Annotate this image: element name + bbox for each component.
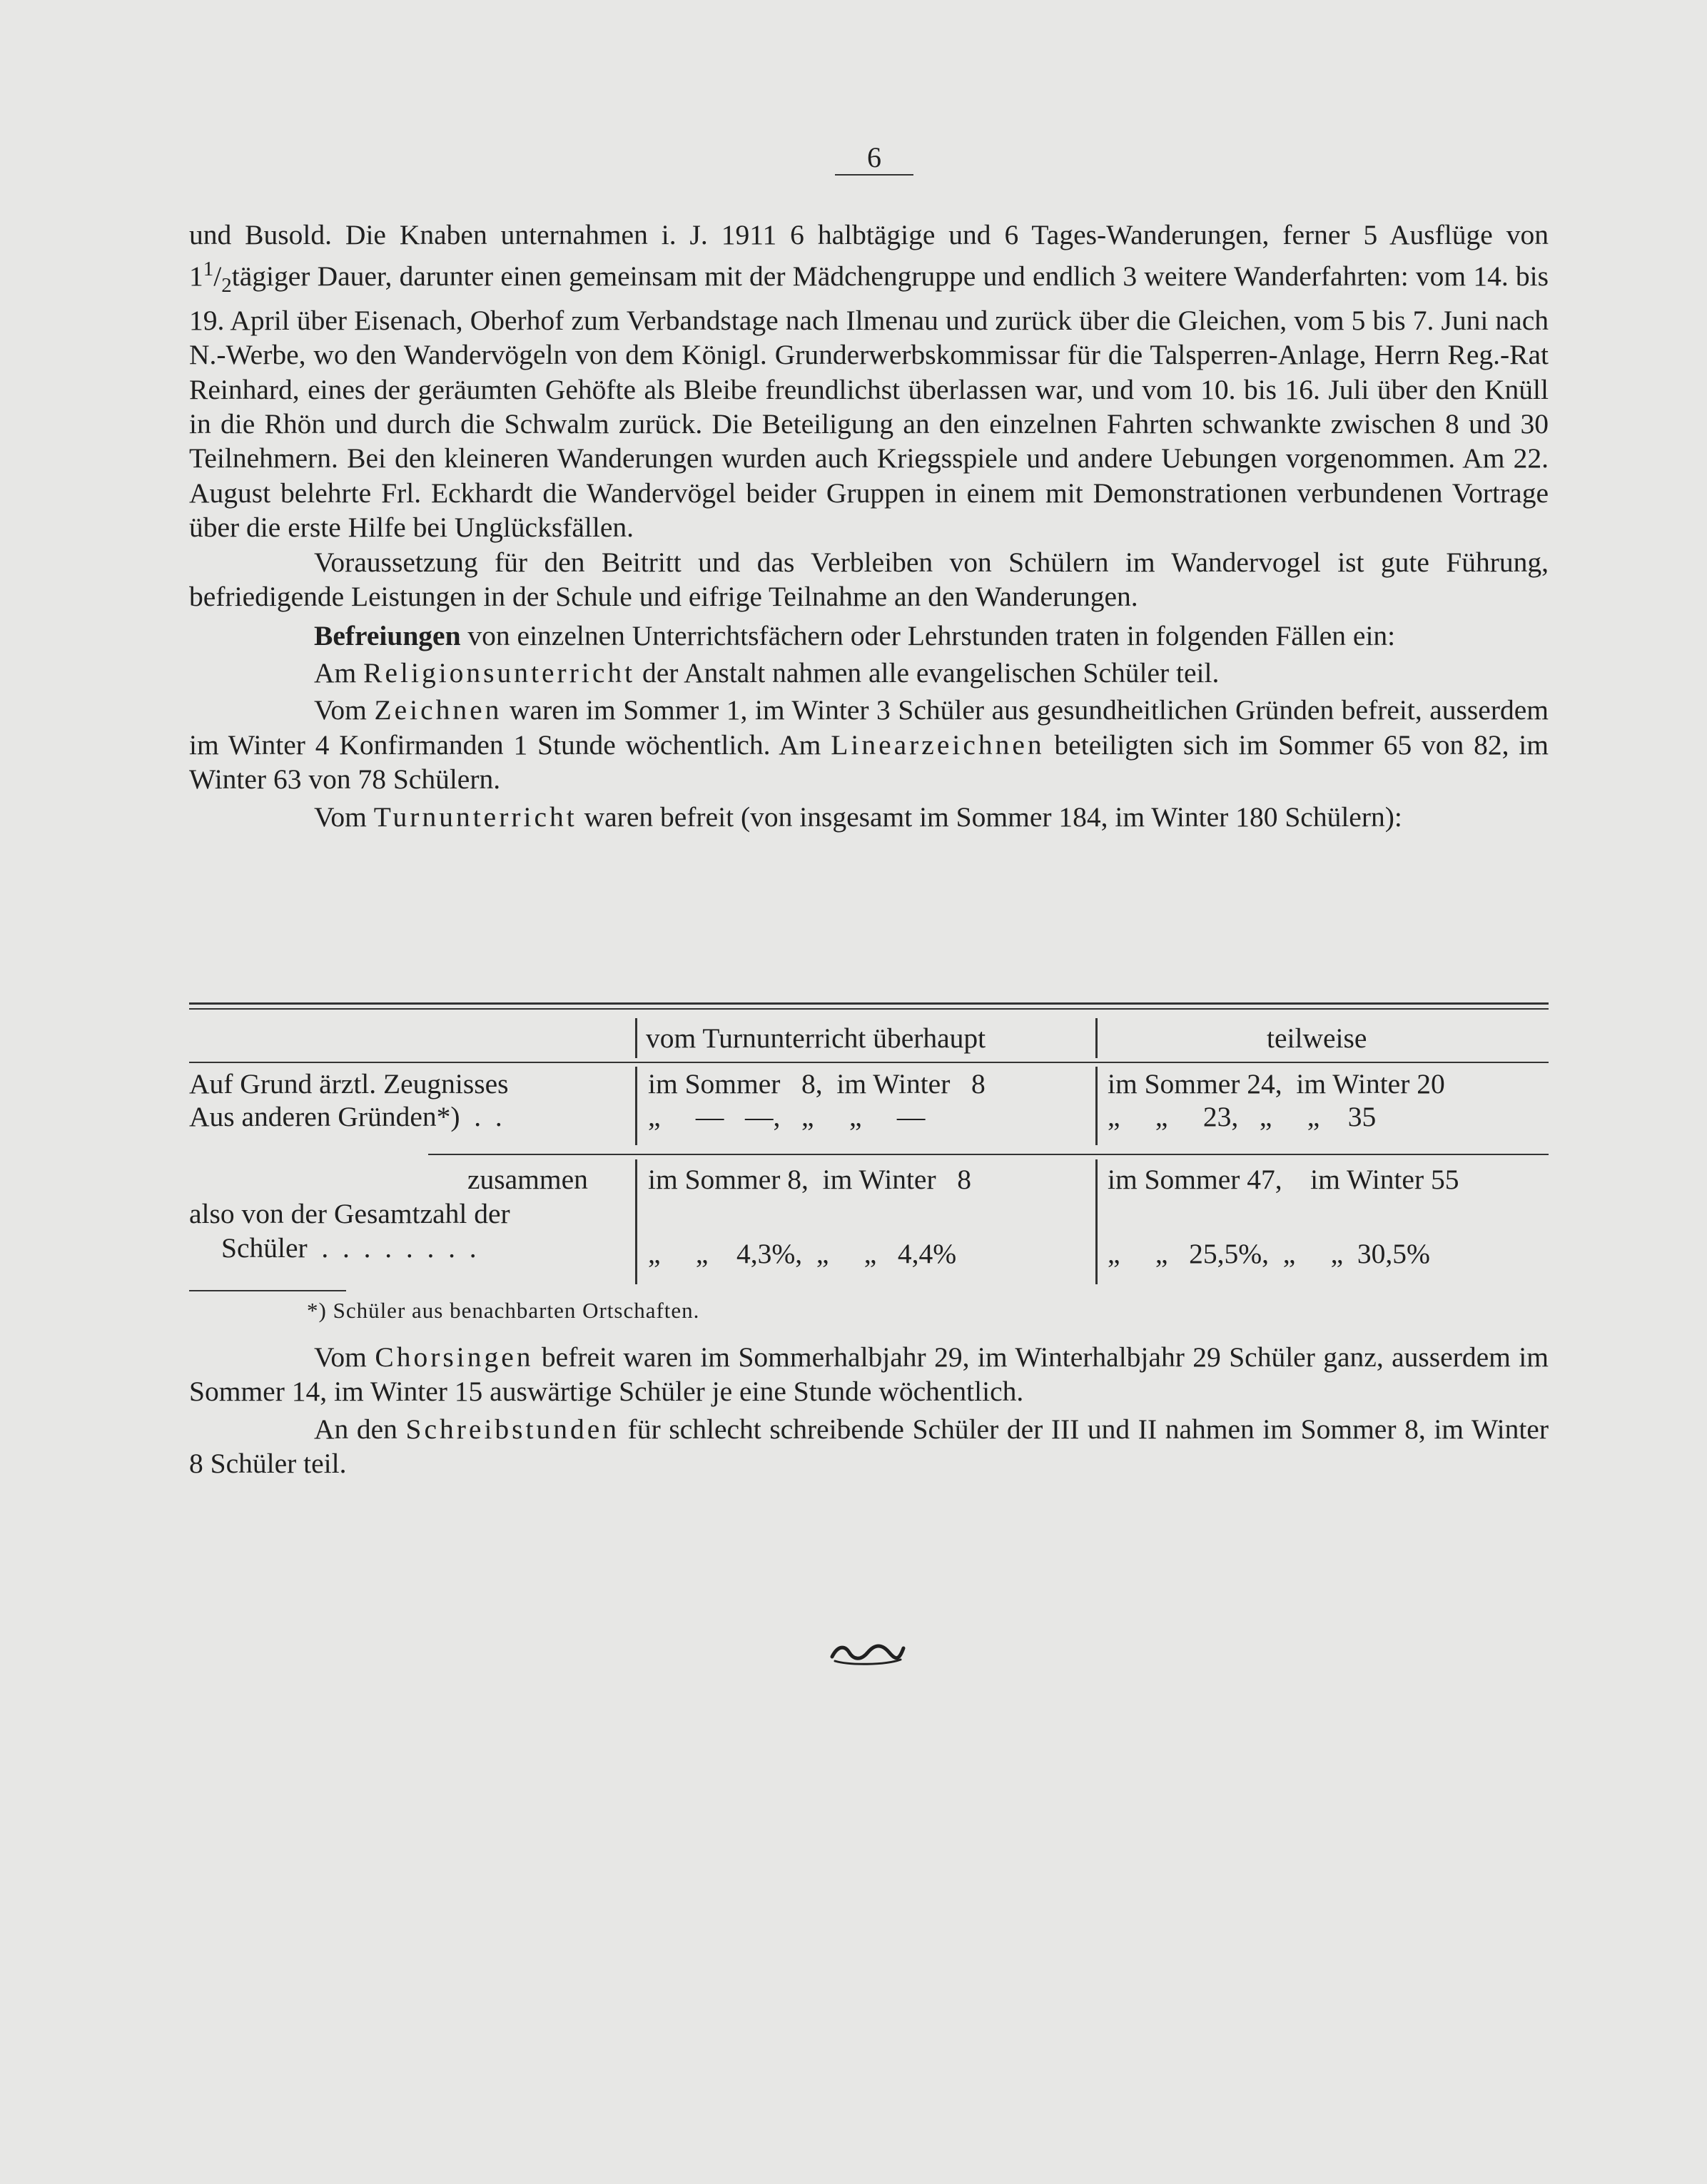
row3-col3: im Sommer 47, im Winter 55 bbox=[1108, 1164, 1459, 1195]
header-col3: teilweise bbox=[1267, 1022, 1367, 1054]
row3-label: zusammen bbox=[467, 1164, 588, 1195]
wave-ornament-icon bbox=[828, 1640, 908, 1667]
text-segment: tägiger Dauer, darunter einen gemeinsam mit der Mädchengruppe und endlich 3 weitere Wanderfahrten: vom 14. bis 19. April über Eisenach, Oberhof zum Verbandstage nach Ilmenau und zurück über die Gleichen, vom 5 bis 7. Juni nach N.-Werbe, wo den Wandervögeln von dem Königl. Grunderwerbskommissar für die Talsperren-Anlage, Herrn Reg.-Rat Reinhard, eines der geräumten Gehöfte als Bleibe freundlichst überlassen war, und vom 10. bis 16. Juli über den Knüll in die Rhön und durch die Schwalm zurück. Die Beteiligung an den einzelnen Fahrten schwankte zwischen 8 und 30 Teilnehmern. Bei den kleineren Wanderungen wurden auch Kriegsspiele und andere Uebungen vorgenommen. Am 22. August belehrte Frl. Eckhardt die Wandervögel beider Gruppen in einem mit Demonstrationen verbundenen Vortrage über die erste Hilfe bei Unglücksfällen. bbox=[189, 260, 1549, 544]
spaced-term: Zeichnen bbox=[374, 694, 502, 726]
main-text-continued bbox=[189, 1340, 1549, 1481]
paragraph-chorsingen bbox=[189, 1340, 1549, 1409]
text-segment: befreit waren im Sommerhalbjahr 29, im Winterhalbjahr 29 Schüler ganz, ausserdem im Sommer 14, im Winter 15 auswärtige Schüler je eine Stunde wöchentlich. bbox=[189, 1341, 1549, 1408]
text-segment: von einzelnen Unterrichtsfächern oder Lehrstunden traten in folgenden Fällen ein: bbox=[460, 619, 1396, 651]
footnote: *) Schüler aus benachbarten Ortschaften. bbox=[307, 1298, 700, 1323]
paragraph-wandervogel: und Busold. Die Knaben unternahmen i. J. 1911 6 halbtägige und 6 Tages-Wanderungen, ferner 5 Ausflüge von $1^1/_2tägiger$ Dauer, darunter einen gemeinsam mit der Mädchengruppe und endlich 3 weitere Wanderfahrten: vom 14. bis 19. April über Eisenach, Oberhof zum Verbandstage nach Ilmenau und zurück über die Gleichen, vom 5 bis 7. Juni nach N.-Werbe, wo den Wandervögeln von dem Königl. Grunderwerbskommissar für die Talsperren-Anlage, Herrn Reg.-Rat Reinhard, eines der geräumten Gehöfte als Bleibe freundlichst überlassen war, und vom 10. bis 16. Juli über den Knüll in die Rhön und durch die Schwalm zurück. Die Beteiligung an den einzelnen Fahrten schwankte zwischen 8 und 30 Teilnehmern. Bei den kleineren Wanderungen wurden auch Kriegsspiele und andere Uebungen vorgenommen. Am 22. August belehrte Frl. Eckhardt die Wandervögel beider Gruppen in einem mit Demonstrationen verbundenen Vortrage über die erste Hilfe bei Unglücksfällen. bbox=[189, 219, 1549, 544]
main-text bbox=[189, 218, 1549, 834]
paragraph-zeichnen bbox=[189, 693, 1549, 796]
table-divider bbox=[1095, 1018, 1098, 1058]
row3-col2: im Sommer 8, im Winter 8 bbox=[648, 1164, 971, 1195]
text-segment: der Anstalt nahmen alle evangelischen Schüler teil. bbox=[635, 656, 1220, 689]
sum-rule bbox=[428, 1154, 1549, 1155]
text-segment: waren im Sommer 1, im Winter 3 Schüler aus gesundheitlichen Gründen befreit, ausserdem im Winter 4 Konfirmanden 1 Stunde wöchentlich. Am bbox=[189, 694, 1549, 761]
text-segment: Vom bbox=[314, 801, 374, 833]
header-rule bbox=[189, 1062, 1549, 1063]
spaced-term: Chorsingen bbox=[375, 1341, 534, 1373]
table-divider bbox=[635, 1067, 637, 1145]
footnote-rule bbox=[189, 1290, 346, 1291]
header-col2: vom Turnunterricht überhaupt bbox=[646, 1022, 986, 1054]
paragraph-turnen bbox=[189, 800, 1549, 834]
table-divider bbox=[1095, 1159, 1098, 1284]
spaced-term: Linearzeichnen bbox=[831, 728, 1045, 761]
text-segment: An den bbox=[314, 1413, 406, 1445]
row1-label: Auf Grund ärztl. Zeugnisses bbox=[189, 1068, 509, 1099]
text-segment: Vom bbox=[314, 1341, 375, 1373]
heading-befreiungen: Befreiungen bbox=[314, 619, 461, 651]
row4-col2: „ „ 4,3%, „ „ 4,4% bbox=[648, 1238, 957, 1269]
text-segment: waren befreit (von insgesamt im Sommer 184, im Winter 180 Schülern): bbox=[577, 801, 1402, 833]
table-top-rule bbox=[189, 1002, 1549, 1005]
paragraph-schreibstunden bbox=[189, 1412, 1549, 1481]
text-segment: Vom bbox=[314, 694, 375, 726]
table-divider bbox=[635, 1018, 637, 1058]
row1-col3: im Sommer 24, im Winter 20 bbox=[1108, 1068, 1445, 1099]
text-segment: und Busold. Die Knaben unternahmen i. J. 1911 6 halbtägige und 6 Tages-Wanderungen, ferner 5 Ausflüge von 1 bbox=[189, 219, 1549, 293]
row2-col3: „ „ 23, „ „ 35 bbox=[1108, 1101, 1377, 1132]
row4-label-a: also von der Gesamtzahl der bbox=[189, 1198, 510, 1229]
text-segment: für schlecht schreibende Schüler der III und II nahmen im Sommer 8, im Winter 8 Schüler teil. bbox=[189, 1413, 1549, 1480]
text-segment: beteiligten sich im Sommer 65 von 82, im Winter 63 von 78 Schülern. bbox=[189, 728, 1549, 796]
row4-col3: „ „ 25,5%, „ „ 30,5% bbox=[1108, 1238, 1430, 1269]
table-divider bbox=[1095, 1067, 1098, 1145]
spaced-term: Turnunterricht bbox=[373, 801, 577, 833]
row2-label: Aus anderen Gründen*) . . bbox=[189, 1101, 502, 1132]
table-top-rule-thin bbox=[189, 1008, 1549, 1010]
table-divider bbox=[635, 1159, 637, 1284]
text-segment: Am bbox=[314, 656, 364, 689]
spaced-term: Religionsunterricht bbox=[363, 656, 636, 689]
paragraph-befreiungen bbox=[189, 619, 1549, 653]
row1-col2: im Sommer 8, im Winter 8 bbox=[648, 1068, 986, 1099]
fraction-denominator: 2 bbox=[221, 274, 232, 298]
fraction-numerator: 1 bbox=[203, 258, 214, 281]
row2-col2: „ — —, „ „ — bbox=[648, 1101, 926, 1132]
paragraph-voraussetzung: Voraussetzung für den Beitritt und das Verbleiben von Schülern im Wandervogel ist gute Führung, befriedigende Leistungen in der Schule und eifrige Teilnahme an den Wanderungen. bbox=[189, 546, 1549, 613]
turnunterricht-table bbox=[189, 1002, 1549, 1302]
spaced-term: Schreibstunden bbox=[405, 1413, 620, 1445]
row4-label-b: Schüler . . . . . . . . bbox=[221, 1232, 477, 1264]
paragraph-religion bbox=[189, 656, 1549, 690]
page-number: 6 bbox=[835, 141, 913, 176]
